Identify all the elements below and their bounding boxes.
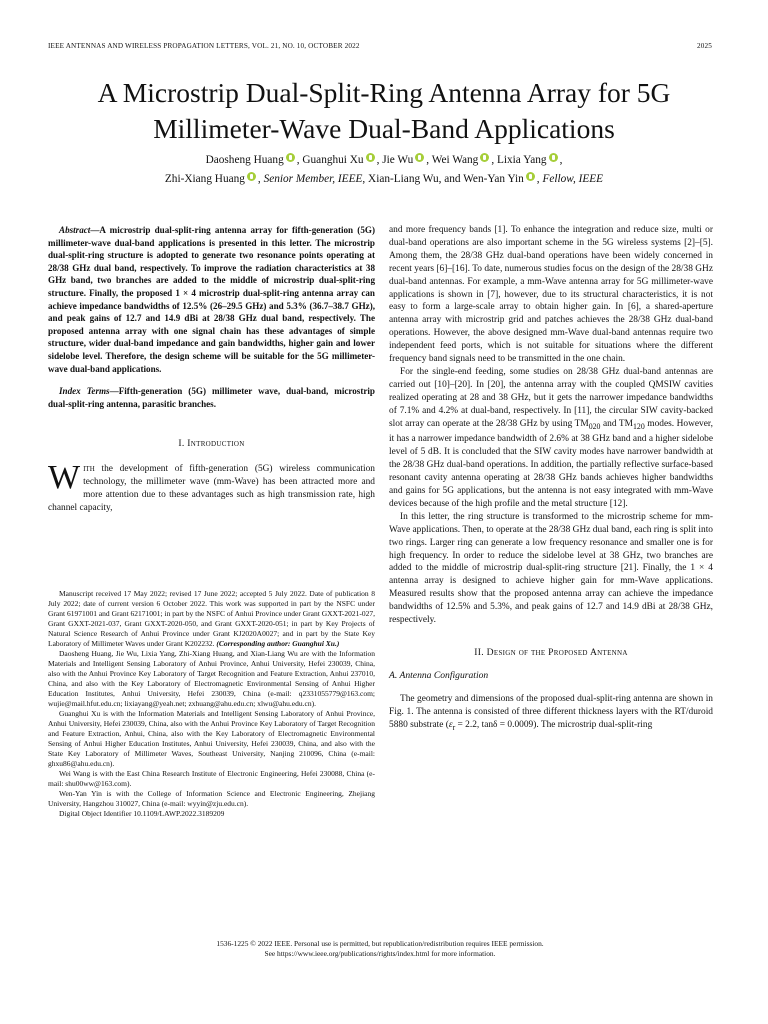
abstract: Abstract—A microstrip dual-split-ring antenna array for fifth-generation (5G) millimeter-wave dual-band applications is presented in this letter. The microstrip dual-split-ring structure is adopted to generate two resonance points operating at 28/38 GHz dual band, respectively. To improve the radiation characteristics at 38 GHz band, two branches are added to the middle of microstrip dual-split-ring structure. Finally, the proposed 1 × 4 microstrip dual-split-ring antenna array can achieve impedance bandwidths of 12.5% (26–29.5 GHz) and 5.3% (36.7–38.7 GHz), and peak gains of 12.7 and 14.9 dBi at 28/38 GHz dual band, respectively. The proposed antenna array with one signal chain has these advantages of simple structure, wider dual-band impedance and gain bandwidths, higher gain and lower sidelobe level. Therefore, the design scheme will be suitable for the 5G millimeter-wave dual-band applications. (48, 225, 375, 374)
body-paragraph: The geometry and dimensions of the proposed dual-split-ring antenna are shown in Fig. 1. The antenna is consisted of three different thickness layers with the RT/duroid 5880 substrate ($\varepsilon_r = 2.2$, tanδ = 0.0009). The microstrip dual-split-ring (389, 693, 713, 732)
body-paragraph: For the single-end feeding, some studies on 28/38 GHz dual-band antennas are carried out [10]–[20]. In [20], the antenna array with the coupled QMSIW cavities realized operating at 28 and 38 GHz, but it gets the narrower impedance bandwidths of 7.1% and 4.2% at dual-band, respectively. In [11], the circular SIW cavity-backed slot array can operate at the 28/38 GHz by using $TM_{020}$ and $TM_{120}$ modes. However, it has a narrower impedance bandwidth of 2.6% at 38 GHz band and a higher sidelobe level of 5 dB. It is concluded that the SIW cavity modes have narrower bandwidth at the 28/38 GHz dual-band operations. In addition, the partially reflective surface-based resonant cavity antenna operating at 28/38 GHz bands achieves higher bandwidths and gains for 5G applications, but the antenna is not easy integrated with mm-Wave devices because of the high profile and the metal structure [12]. (389, 366, 713, 509)
rights-link[interactable]: See https://www.ieee.org/publications/rights/index.html for more information. (264, 949, 496, 958)
doi: Digital Object Identifier 10.1109/LAWP.2022.3189209 (59, 809, 225, 818)
footnote-affiliation: Wen-Yan Yin is with the College of Information Science and Electronic Engineering, Zhejiang University, Hangzhou 310027, China (e-mail: wyyin@zju.edu.cn). (48, 789, 375, 808)
journal-name: IEEE ANTENNAS AND WIRELESS PROPAGATION LETTERS, VOL. 21, NO. 10, OCTOBER 2022 (48, 42, 360, 50)
orcid-icon[interactable] (415, 153, 424, 162)
drop-cap: W (48, 459, 81, 497)
orcid-icon[interactable] (247, 172, 256, 181)
author-name: Guanghui Xu (302, 154, 364, 166)
section-heading: I. Introduction (178, 438, 245, 450)
orcid-icon[interactable] (480, 153, 489, 162)
copyright-line: 1536-1225 © 2022 IEEE. Personal use is permitted, but republication/redistribution requires IEEE permission. (216, 939, 544, 948)
author-name: Zhi-Xiang Huang (164, 172, 245, 185)
footnote-affiliation: Wei Wang is with the East China Research Institute of Electronic Engineering, Hefei 230088, China (e-mail: shu00ww@163.com). (48, 769, 375, 788)
author-name: Wei Wang (431, 154, 479, 166)
orcid-icon[interactable] (366, 153, 375, 162)
author-name: Daosheng Huang (205, 154, 284, 166)
footnotes (48, 589, 375, 819)
footnote-manuscript: Manuscript received 17 May 2022; revised 17 June 2022; accepted 5 July 2022. Date of publication 8 July 2022; date of current version 6 October 2022. This work was supported in part by the NSFC under Grant 61971001 and Grant 62171001; in part by the NSFC of Anhui Province under Grant GXXT-2021-027, Grant GXXT-2021-037, Grant GXXT-2020-050, and Grant GXXT-2020-051; in part by Key Projects of Natural Science Research of Anhui Province under Grant KJ2020A0027; and in part by the State Key Laboratory of Millimeter Waves under Grant K202232. (Corresponding author: Guanghui Xu.) (48, 589, 375, 648)
paper-title (40, 75, 728, 147)
running-header (48, 42, 712, 50)
index-terms: Index Terms—Fifth-generation (5G) millimeter wave, dual-band, microstrip dual-split-ring antenna, parasitic branches. (48, 386, 375, 409)
section-heading: II. Design of the Proposed Antenna (474, 646, 628, 658)
footnote-affiliation: Daosheng Huang, Jie Wu, Lixia Yang, Zhi-Xiang Huang, and Xian-Liang Wu are with the Information Materials and Intelligent Sensing Laboratory of Anhui Province, Anhui University, Hefei 230039, China, also with the Anhui Province Key Laboratory of Target Recognition and Feature Extraction, Anhui 237010, China, and also with the Key Laboratory of Electromagnetic Environmental Sensing of Anhui Higher Education Institutes, Anhui University, Hefei 230039, China (e-mail: q2331055779@163.com; wujie@mail.hfut.edu.cn; lixiayang@yeah.net; zxhuang@ahu.edu.cn; xlwu@ahu.edu.cn). (48, 649, 375, 708)
subsection-heading: A. Antenna Configuration (389, 669, 489, 681)
author-name: Lixia Yang (496, 154, 547, 166)
author-list: Daosheng Huang , Guanghui Xu , Jie Wu , Wei Wang , Lixia Yang , Zhi-Xiang Huang , Senior Member, IEEE, Xian-Liang Wu, and Wen-Yan Yin , Fellow, IEEE (164, 154, 604, 185)
title-line-1: A Microstrip Dual-Split-Ring Antenna Array for 5G (97, 77, 671, 108)
page-number: 2025 (697, 42, 712, 50)
author-name: Jie Wu (382, 154, 414, 166)
author-role: Senior Member, IEEE (263, 172, 363, 185)
body-paragraph: In this letter, the ring structure is transformed to the microstrip scheme for mm-Wave applications. Then, to operate at the 28/38 GHz dual band, each ring is split into two rings. Larger ring can generate a low frequency resonance and smaller one is for high frequency. In order to reduce the sidelobe level at 38 GHz, two branches are added to the middle of microstrip dual-split-ring structure [21]. Finally, the 1 × 4 antenna array is designed to achieve higher gain for mm-Wave applications. Measured results show that the proposed antenna array can achieve the impedance bandwidths of 12.5% and 5.3%, and peak gains of 12.7 and 14.9 dBi at 28/38 GHz, respectively. (389, 511, 713, 626)
footnote-affiliation: Guanghui Xu is with the Information Materials and Intelligent Sensing Laboratory of Anhui Province, Anhui University, Hefei 230039, China, also with the Anhui Province Key Laboratory of Target Recognition and Feature Extraction, Anhui, China, also with the Key Laboratory of Electromagnetic Environmental Sensing of Anhui Higher Education Institutes, Anhui University, Hefei 230039, China, and also with the State Key Laboratory of Millimeter Waves, Southeast University, Nanjing 210096, China (e-mail: ghxu86@ahu.edu.cn). (48, 709, 375, 768)
author-role: Fellow, IEEE (542, 172, 604, 185)
orcid-icon[interactable] (549, 153, 558, 162)
copyright-footer (48, 939, 712, 959)
orcid-icon[interactable] (286, 153, 295, 162)
title-line-2: Millimeter-Wave Dual-Band Applications (153, 113, 615, 144)
intro-paragraph: With the development of fifth-generation (5G) wireless communication technology, the millimeter wave (mm-Wave) has been attracted more and more attention due to these advantages such as high transmission rate, high channel capacity, (48, 459, 375, 513)
left-column (48, 224, 375, 515)
orcid-icon[interactable] (526, 172, 535, 181)
body-paragraph: and more frequency bands [1]. To enhance the integration and reduce size, multi or dual-band operations are also important scheme in the 5G wireless systems [2]–[5]. Among them, the 28/38 GHz dual-band operations have been widely concerned in recent years [6]–[16]. To date, numerous studies focus on the design of the 28/38 GHz dual-band antennas. For example, a mm-Wave antenna array for 5G millimeter-wave applications is shown in [7], however, due to its structural characteristics, it is not easy to form a large-scale array to obtain higher gain. In [6], a shared-aperture antenna array with microstrip grid and patches achieves the 28/38 GHz dual-band operations. However, the above designed mm-Wave dual-band antennas require two independent feed ports, which is not suitable for situations where the different frequency band signals need to be transmitted in the one chain. (389, 225, 713, 365)
right-column (389, 224, 713, 734)
author-name: Xian-Liang Wu, and Wen-Yan Yin (368, 172, 524, 185)
